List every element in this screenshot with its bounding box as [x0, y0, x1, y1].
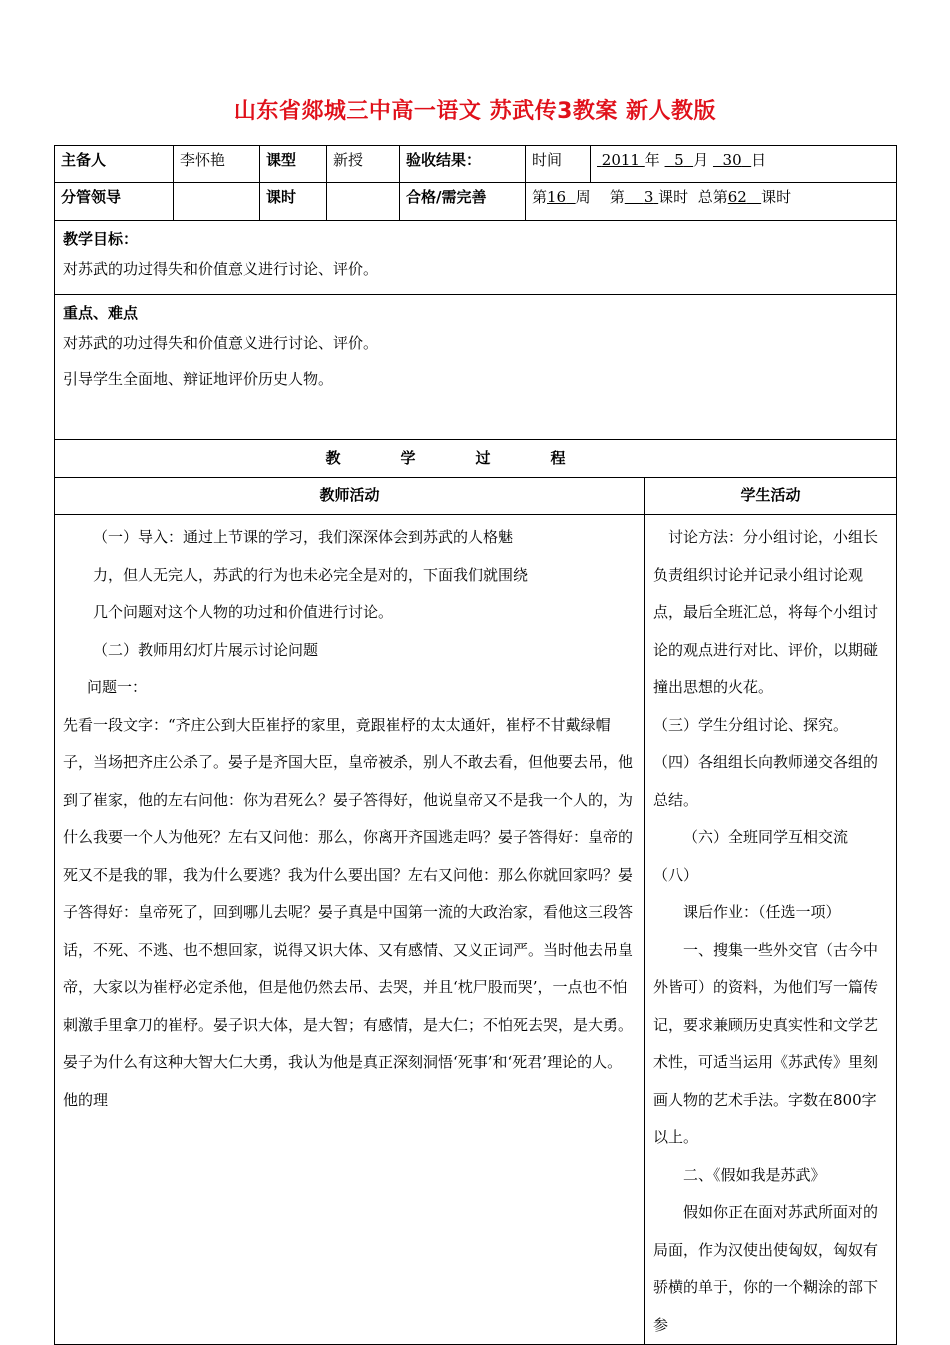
- qualified-label: 合格/需完善: [400, 183, 526, 221]
- student-activity-cell: [645, 515, 897, 1345]
- lesson-type-value: 新授: [327, 146, 400, 183]
- preparer-label: 主备人: [55, 146, 174, 183]
- date-value: [591, 146, 897, 183]
- student-homework-2-text: 假如你正在面对苏武所面对的局面，作为汉使出使匈奴，匈奴有骄横的单于，你的一个糊涂的部下参: [653, 1203, 879, 1334]
- objectives-row: [55, 221, 897, 295]
- keypoints-heading: 重点、难点: [63, 304, 139, 322]
- student-homework-2: 二、《假如我是苏武》: [683, 1165, 826, 1184]
- student-group-discussion: （三）学生分组讨论、探究。: [653, 715, 849, 734]
- lesson-type-label: 课型: [260, 146, 327, 183]
- teacher-activity-heading: 教师活动: [55, 478, 645, 515]
- content-row: [55, 515, 897, 1345]
- objectives-text: 对苏武的功过得失和价值意义进行讨论、评价。: [63, 260, 379, 278]
- day-unit: 日: [751, 151, 767, 169]
- student-group-summary: （四）各组组长向教师递交各组的总结。: [653, 753, 879, 809]
- supervisor-label: 分管领导: [55, 183, 174, 221]
- total-value: 62: [727, 188, 747, 206]
- document-title: 山东省郯城三中高一语文 苏武传3教案 新人教版: [233, 99, 717, 124]
- teacher-intro-line-1: （一）导入：通过上节课的学习，我们深深体会到苏武的人格魅: [93, 528, 514, 546]
- objectives-heading: 教学目标：: [63, 230, 139, 248]
- keypoints-cell: [55, 295, 897, 440]
- column-heading-row: [55, 478, 897, 515]
- keypoints-text-2: 引导学生全面地、辩证地评价历史人物。: [63, 370, 334, 388]
- header-row-2: [55, 183, 897, 221]
- year-value: 2011: [601, 151, 640, 169]
- student-exchange: （六）全班同学互相交流 （八）: [653, 828, 879, 884]
- time-label: 时间: [526, 146, 591, 183]
- teacher-activity-cell: [55, 515, 645, 1345]
- process-row: [55, 440, 897, 478]
- teacher-intro-line-3: 几个问题对这个人物的功过和价值进行讨论。: [93, 603, 394, 621]
- supervisor-value: [174, 183, 260, 221]
- header-row-1: [55, 146, 897, 183]
- student-homework-heading: 课后作业：（任选一项）: [683, 903, 841, 921]
- week-value: 16: [547, 188, 567, 206]
- student-activity-heading: 学生活动: [645, 478, 897, 515]
- preparer-value: 李怀艳: [174, 146, 260, 183]
- teacher-passage: 先看一段文字：“齐庄公到大臣崔抒的家里，竟跟崔杼的太太通奸，崔杼不甘戴绿帽子，当场把齐庄公杀了。晏子是齐国大臣，皇帝被杀，别人不敢去看，但他要去吊，他到了崔家，他的左右问他：你为君死么？晏子答得好，他说皇帝又不是我一个人的，为什么我要一个人为他死？左右又问他：那么，你离开齐国逃走吗？晏子答得好：皇帝的死又不是我的罪，我为什么要逃？我为什么要出国？左右又问他：那么你就回家吗？晏子答得好：皇帝死了，回到哪儿去呢？晏子真是中国第一流的大政治家，看他这三段答话，不死、不逃、也不想回家，说得又识大体、又有感情、又义正词严。当时他去吊皇帝，大家以为崔杼必定杀他，但是他仍然去吊、去哭，并且‘枕尸股而哭’，一点也不怕刺激手里拿刀的崔杼。晏子识大体，是大智；有感情，是大仁；不怕死去哭，是大勇。晏子为什么有这种大智大仁大勇，我认为他是真正深刻洞悟‘死事’和‘死君’理论的人。他的理: [63, 715, 634, 1109]
- process-heading: 教学过程: [55, 440, 897, 478]
- period-value: [327, 183, 400, 221]
- student-method: 讨论方法：分小组讨论，小组长负责组织讨论并记录小组讨论观点，最后全班汇总，将每个小组讨论的观点进行对比、评价，以期碰撞出思想的火花。: [653, 528, 879, 696]
- keypoints-text-1: 对苏武的功过得失和价值意义进行讨论、评价。: [63, 334, 379, 352]
- acceptance-label: 验收结果：: [400, 146, 526, 183]
- teacher-intro-line-2: 力，但人无完人，苏武的行为也未必完全是对的，下面我们就围绕: [93, 565, 529, 584]
- keypoints-row: [55, 295, 897, 440]
- schedule-value: 第16 周 第 3 课时 总第62 课时: [526, 183, 897, 221]
- period-label: 课时: [260, 183, 327, 221]
- teacher-question-label: 问题一：: [87, 678, 148, 696]
- objectives-cell: [55, 221, 897, 295]
- month-unit: 月: [693, 151, 709, 169]
- month-value: 5: [674, 151, 684, 169]
- year-unit: 年: [644, 151, 660, 169]
- day-value: 30: [722, 151, 742, 169]
- lesson-value: 3: [643, 188, 654, 206]
- student-homework-1: 一、搜集一些外交官（古今中外皆可）的资料，为他们写一篇传记，要求兼顾历史真实性和文学艺术性，可适当运用《苏武传》里刻画人物的艺术手法。字数在800字以上。: [653, 940, 879, 1146]
- lesson-plan-table: [54, 145, 897, 1345]
- teacher-slide-line: （二）教师用幻灯片展示讨论问题: [93, 640, 319, 659]
